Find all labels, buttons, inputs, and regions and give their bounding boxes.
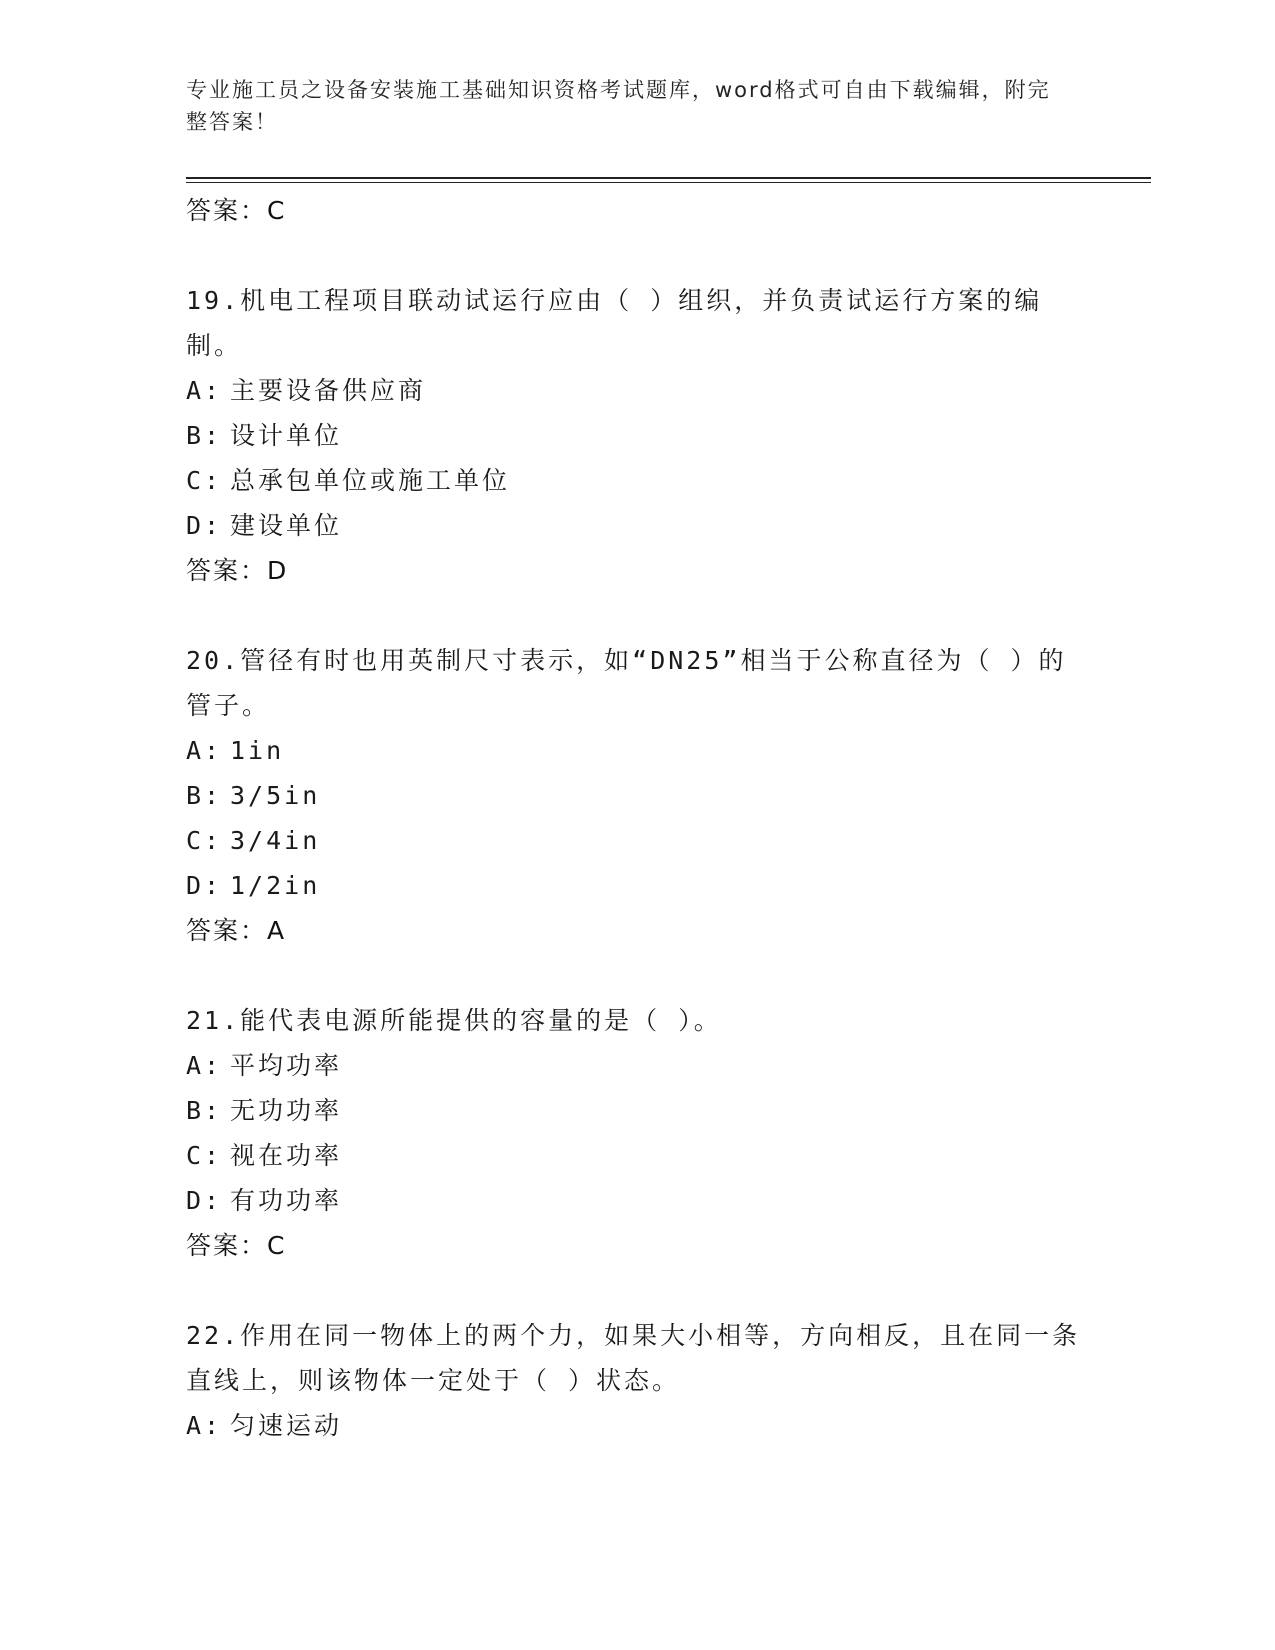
option-b xyxy=(186,413,1086,458)
option-letter: D: xyxy=(186,1186,223,1215)
option-text: 总承包单位或施工单位 xyxy=(230,466,511,495)
option-a xyxy=(186,1043,1086,1088)
header-rule xyxy=(186,177,1151,179)
option-letter: B: xyxy=(186,421,223,450)
option-b xyxy=(186,1088,1086,1133)
question-19 xyxy=(186,278,1086,593)
option-text: 有功功率 xyxy=(230,1186,343,1215)
option-d xyxy=(186,1178,1086,1223)
option-letter: D: xyxy=(186,871,223,900)
option-d xyxy=(186,503,1086,548)
option-letter: B: xyxy=(186,1096,223,1125)
page-header: 专业施工员之设备安装施工基础知识资格考试题库，word格式可自由下载编辑，附完整答案！ xyxy=(186,78,1051,134)
option-text: 平均功率 xyxy=(230,1051,343,1080)
option-letter: A: xyxy=(186,1051,223,1080)
question-20 xyxy=(186,638,1086,953)
option-text: 匀速运动 xyxy=(230,1411,343,1440)
option-c xyxy=(186,1133,1086,1178)
option-text: 1/2in xyxy=(230,871,321,900)
option-letter: D: xyxy=(186,511,223,540)
option-a xyxy=(186,1403,1086,1448)
question-stem: 20.管径有时也用英制尺寸表示，如“DN25”相当于公称直径为（ ）的管子。 xyxy=(186,646,1067,720)
answer-line: 答案：C xyxy=(186,196,287,225)
option-letter: B: xyxy=(186,781,223,810)
option-letter: C: xyxy=(186,466,223,495)
option-letter: A: xyxy=(186,376,223,405)
option-letter: C: xyxy=(186,1141,223,1170)
question-list xyxy=(186,188,1086,1448)
option-text: 3/4in xyxy=(230,826,321,855)
option-b xyxy=(186,773,1086,818)
option-c xyxy=(186,818,1086,863)
option-d xyxy=(186,863,1086,908)
option-letter: A: xyxy=(186,1411,223,1440)
option-text: 建设单位 xyxy=(230,511,343,540)
answer-line: 答案：A xyxy=(186,916,287,945)
header-rule-thin xyxy=(186,182,1151,183)
option-text: 无功功率 xyxy=(230,1096,343,1125)
question-stem: 21.能代表电源所能提供的容量的是（ ）。 xyxy=(186,1006,722,1035)
answer-line: 答案：C xyxy=(186,1231,287,1260)
question-stem: 22.作用在同一物体上的两个力，如果大小相等，方向相反，且在同一条直线上，则该物体一定处于（ ）状态。 xyxy=(186,1321,1081,1395)
option-text: 设计单位 xyxy=(230,421,343,450)
option-a xyxy=(186,728,1086,773)
option-text: 3/5in xyxy=(230,781,321,810)
option-text: 主要设备供应商 xyxy=(230,376,427,405)
option-letter: C: xyxy=(186,826,223,855)
question-stem: 19.机电工程项目联动试运行应由（ ）组织，并负责试运行方案的编制。 xyxy=(186,286,1043,360)
question-21 xyxy=(186,998,1086,1268)
option-text: 1in xyxy=(230,736,285,765)
option-text: 视在功率 xyxy=(230,1141,343,1170)
option-a xyxy=(186,368,1086,413)
answer-line: 答案：D xyxy=(186,556,289,585)
option-c xyxy=(186,458,1086,503)
question-22 xyxy=(186,1313,1086,1448)
option-letter: A: xyxy=(186,736,223,765)
